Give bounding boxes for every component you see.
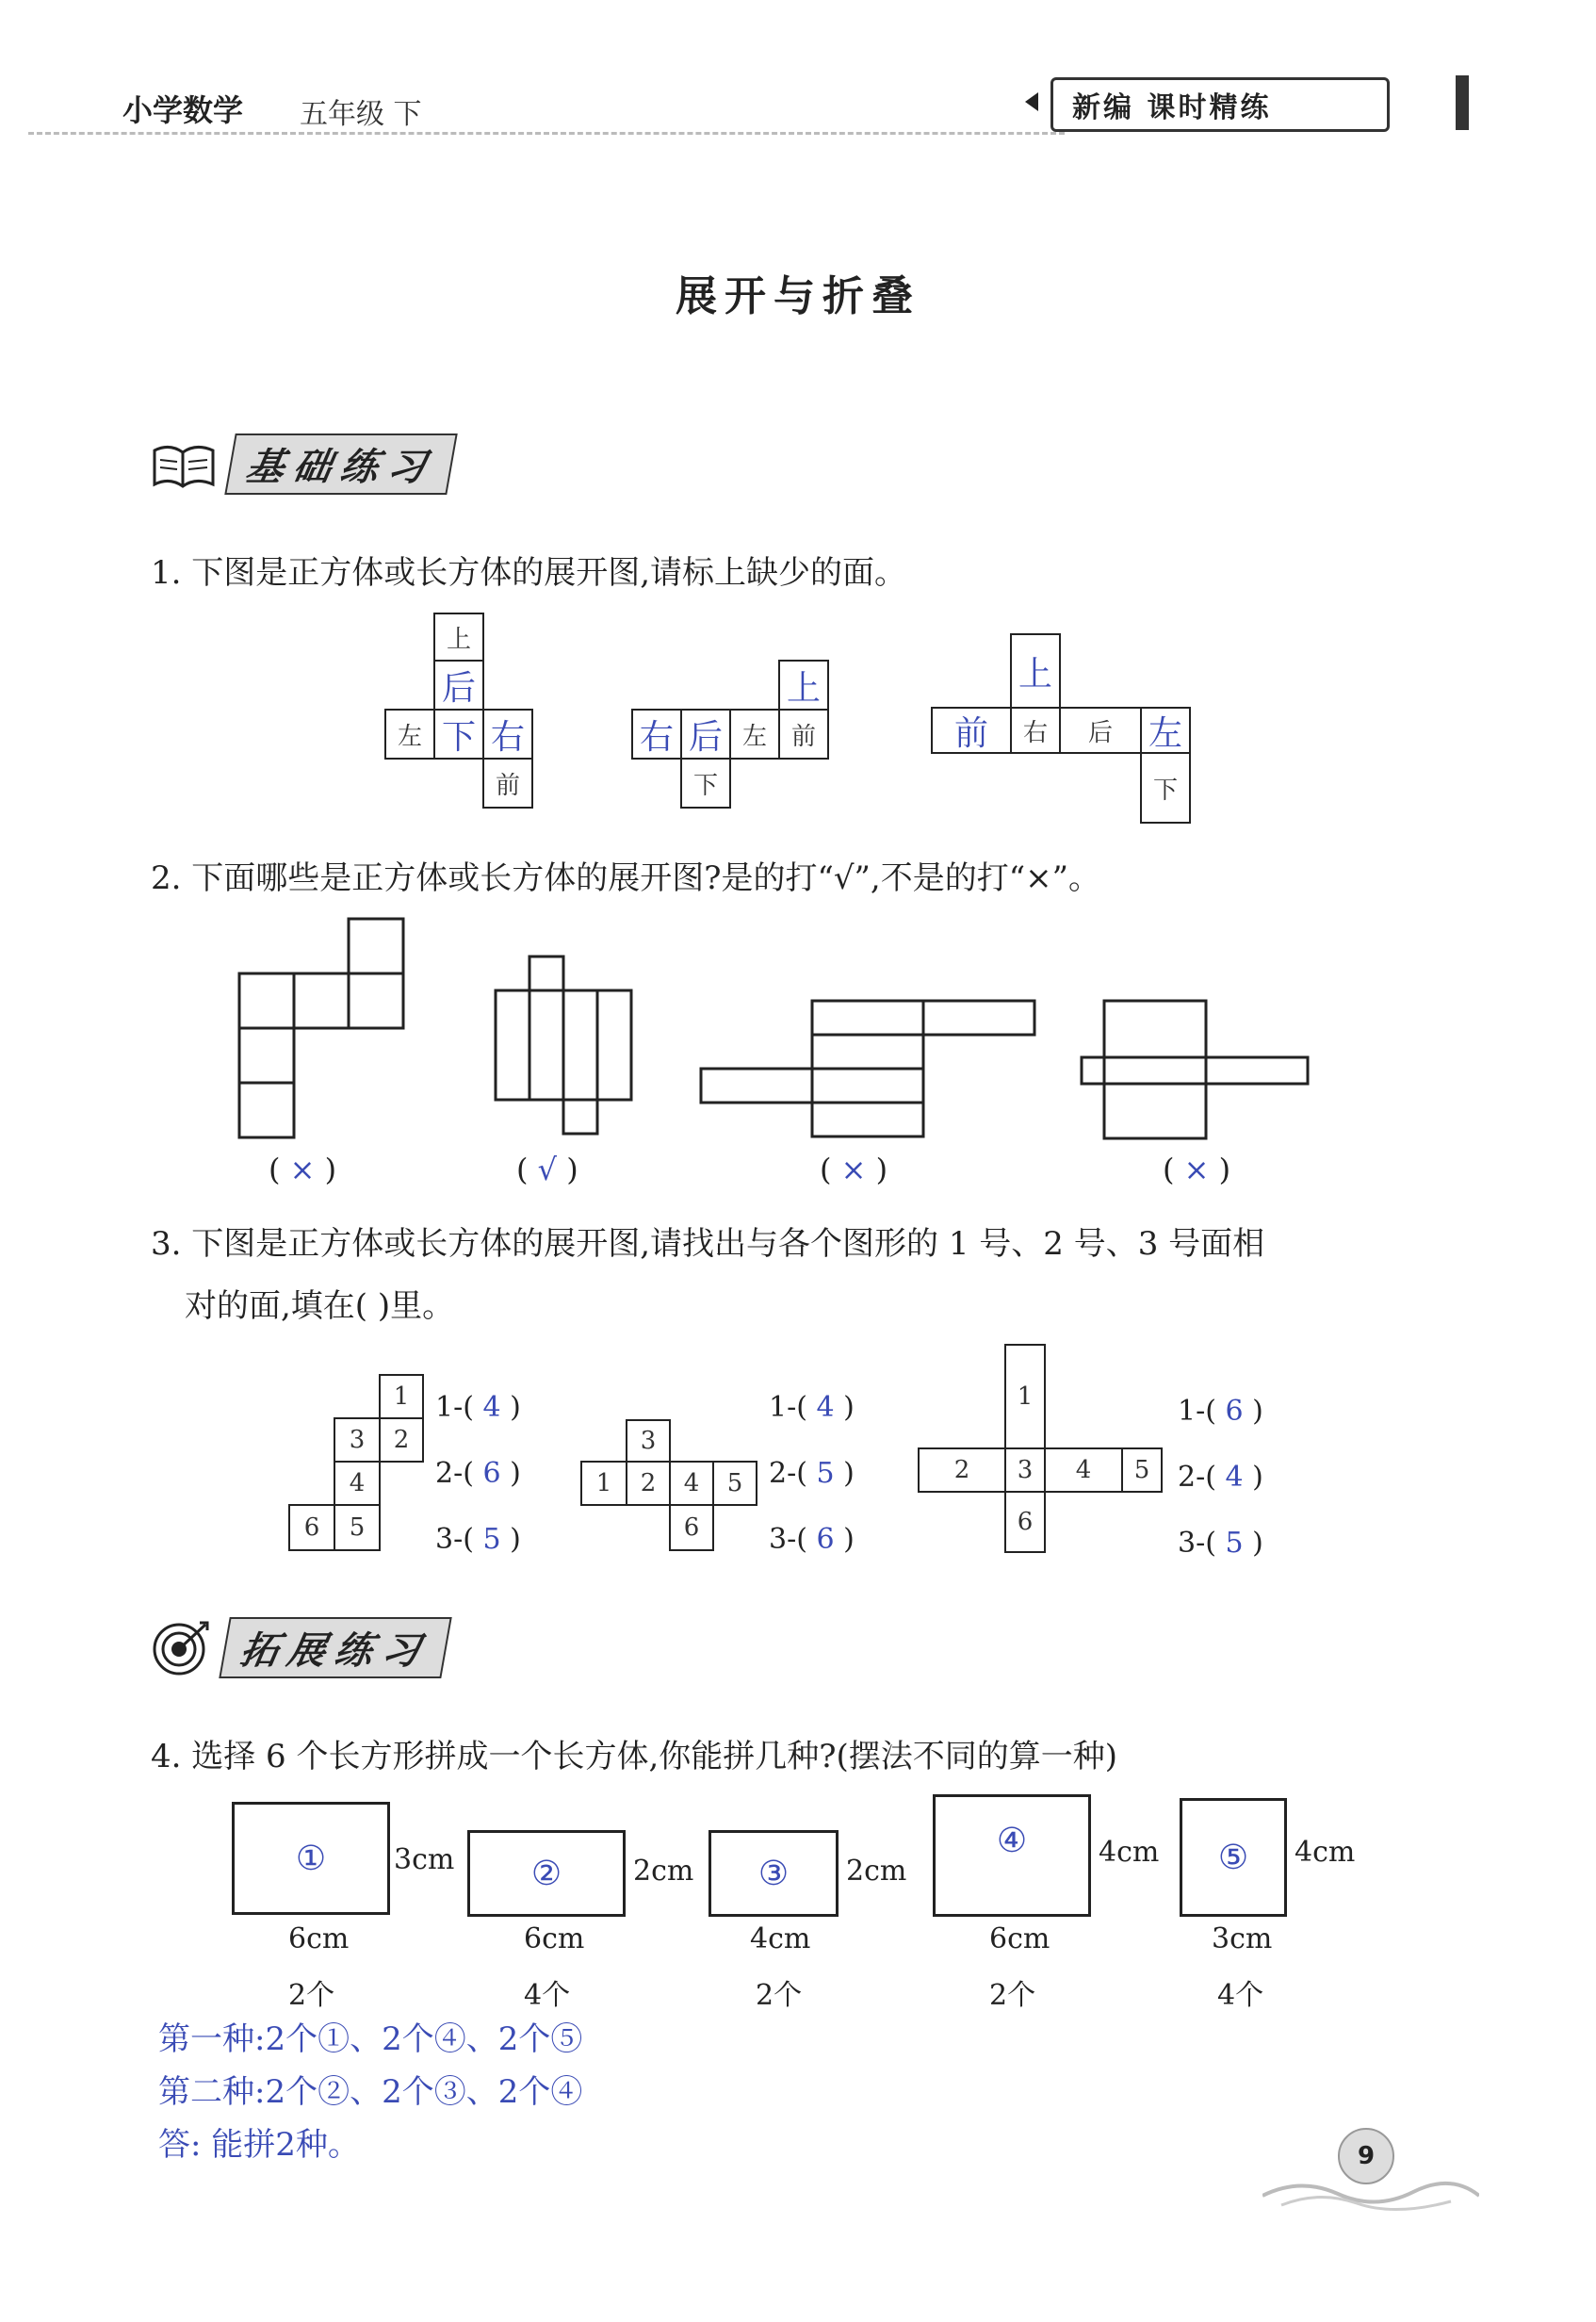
rectangle-4: ④ [933,1794,1091,1917]
rectangle-5: ⑤ [1180,1798,1287,1917]
rect-3-count: 2个 [756,1979,803,2012]
rect-2-count: 4个 [524,1979,571,2012]
net-face-answer: 下 [433,709,484,760]
question-2: 2. 下面哪些是正方体或长方体的展开图?是的打“√”,不是的打“×”。 [151,859,1100,897]
rect-3-height: 2cm [846,1855,907,1888]
rect-2-height: 2cm [633,1855,694,1888]
brand-label: 新编 课时精练 [1050,77,1390,132]
section-basic [151,435,452,492]
net-face-answer: 后 [680,709,731,760]
question-3-line-1: 3. 下图是正方体或长方体的展开图,请找出与各个图形的 1 号、2 号、3 号面相 [151,1225,1265,1263]
solution-1: 第一种:2个①、2个④、2个⑤ [158,2020,583,2058]
net-face: 5 [1121,1447,1163,1493]
rectangle-3: ③ [708,1830,839,1917]
net-face: 2 [379,1417,424,1463]
net-face: 6 [288,1504,335,1551]
net-face-answer: 左 [1140,707,1191,754]
section-basic-label: 基础练习 [224,433,457,495]
q3-b-answer-2: 2-( 5 ) [769,1457,855,1490]
net-face: 3 [1004,1447,1046,1493]
question-1: 1. 下图是正方体或长方体的展开图,请标上缺少的面。 [151,554,907,592]
net-face: 左 [384,709,435,760]
net-face: 右 [1010,707,1061,754]
q3-b-answer-1: 1-( 4 ) [769,1391,855,1424]
net-face: 2 [626,1461,671,1506]
q3-a-answer-1: 1-( 4 ) [435,1391,521,1424]
net-face: 3 [626,1419,671,1463]
header-subject: 小学数学 [122,92,244,128]
q3-a-answer-2: 2-( 6 ) [435,1457,521,1490]
net-face: 左 [729,709,780,760]
q2-answer-3: ( × ) [820,1152,888,1187]
q2-answer-4: ( × ) [1163,1152,1231,1187]
net-face: 1 [580,1461,627,1506]
net-face: 6 [669,1504,714,1551]
header-grade: 五年级 下 [300,98,422,131]
section-extend-label: 拓展练习 [219,1617,451,1678]
net-face: 4 [1044,1447,1123,1493]
q2-answer-2: ( √ ) [516,1152,578,1187]
net-face-answer: 右 [631,709,682,760]
q3-b-answer-3: 3-( 6 ) [769,1523,855,1556]
rect-5-width: 3cm [1212,1922,1273,1955]
q2-figures [226,905,1394,1150]
rect-5-count: 4个 [1217,1979,1264,2012]
rectangle-1: ① [232,1802,390,1915]
net-face: 4 [334,1461,381,1506]
rect-4-width: 6cm [989,1922,1050,1955]
question-3-line-2: 对的面,填在( )里。 [185,1287,455,1325]
net-face: 后 [1059,707,1142,754]
rect-4-height: 4cm [1099,1836,1160,1869]
page-title: 展开与折叠 [676,272,920,320]
net-face: 1 [1004,1344,1046,1449]
net-face: 2 [918,1447,1006,1493]
rect-1-count: 2个 [288,1979,335,2012]
net-face: 前 [778,709,829,760]
net-face-answer: 上 [1010,633,1061,709]
header-divider [28,132,1065,135]
net-face-answer: 后 [433,660,484,711]
final-answer: 答: 能拼2种。 [158,2126,360,2164]
page-number: 9 [1338,2128,1394,2184]
net-face: 上 [433,613,484,662]
net-face: 前 [482,758,533,809]
q3-c-answer-2: 2-( 4 ) [1178,1461,1263,1494]
brand-bar [1456,75,1469,130]
net-face-answer: 上 [778,660,829,711]
rect-1-height: 3cm [394,1843,455,1876]
net-face: 3 [334,1417,381,1463]
brand-arrow-icon [1025,92,1038,111]
section-extend [151,1619,447,1676]
net-face: 下 [1140,752,1191,824]
rect-4-count: 2个 [989,1979,1036,2012]
net-face: 1 [379,1374,424,1419]
rect-3-width: 4cm [750,1922,811,1955]
net-face-answer: 前 [931,707,1012,754]
rect-2-width: 6cm [524,1922,585,1955]
net-face: 4 [669,1461,714,1506]
q3-c-answer-3: 3-( 5 ) [1178,1527,1263,1560]
q3-c-answer-1: 1-( 6 ) [1178,1395,1263,1428]
q3-a-answer-3: 3-( 5 ) [435,1523,521,1556]
net-face: 6 [1004,1491,1046,1553]
book-icon [151,437,217,490]
net-face-answer: 右 [482,709,533,760]
net-face: 下 [680,758,731,809]
solution-2: 第二种:2个②、2个③、2个④ [158,2073,583,2111]
question-4: 4. 选择 6 个长方形拼成一个长方体,你能拼几种?(摆法不同的算一种) [151,1738,1118,1775]
rect-1-width: 6cm [288,1922,350,1955]
rectangle-2: ② [467,1830,626,1917]
target-icon [151,1619,211,1676]
rect-5-height: 4cm [1295,1836,1356,1869]
net-face: 5 [334,1504,381,1551]
net-face: 5 [712,1461,757,1506]
q2-answer-1: ( × ) [269,1152,337,1187]
